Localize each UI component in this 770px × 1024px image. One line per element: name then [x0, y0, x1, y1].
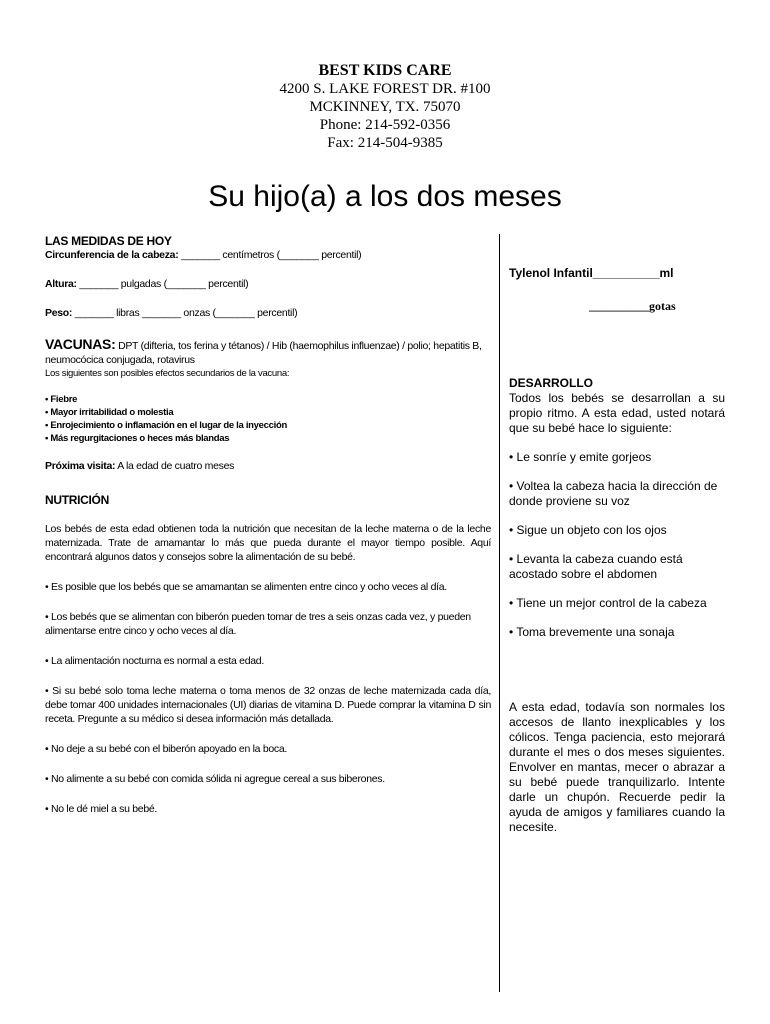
development-closing: A esta edad, todavía son normales los accesos de llanto inexplicables y los cólicos. Tenga paciencia, esto mejorará durante el mes o dos meses siguientes. Envolver en mantas, mecer o abrazar a su bebé puede tranquilizarlo. Intente darle un chupón. Recuerde pedir la ayuda de amigos y familiares cuando la necesite.: [509, 700, 725, 834]
development-heading: DESARROLLO: [509, 376, 593, 390]
tylenol-dose: Tylenol Infantil__________ml: [509, 266, 674, 280]
nutrition-heading: NUTRICIÓN: [45, 493, 109, 507]
clinic-name: BEST KIDS CARE: [318, 62, 452, 79]
clinic-phone: Phone: 214-592-0356: [319, 117, 451, 133]
weight-row: [45, 306, 491, 320]
development-item: • Levanta la cabeza cuando está acostado sobre el abdomen: [509, 552, 683, 581]
measures-heading: LAS MEDIDAS DE HOY: [45, 234, 172, 248]
vaccine-effect-item: • Mayor irritabilidad o molestia: [45, 407, 174, 418]
left-column: [45, 234, 491, 816]
next-visit-value: A la edad de cuatro meses: [115, 460, 235, 472]
height-label: Altura:: [45, 278, 77, 290]
weight-value: _______ libras _______ onzas (_______ percentil): [72, 307, 298, 319]
height-row: [45, 277, 491, 291]
nutrition-item: • La alimentación nocturna es normal a esta edad.: [45, 655, 264, 667]
vaccines-text: DPT (difteria, tos ferina y tétanos) / Hib (haemophilus influenzae) / polio; hepatitis B, neumocócica conjugada, rotavirus: [45, 340, 482, 366]
development-intro: Todos los bebés se desarrollan a su propio ritmo. A esta edad, usted notará que su bebé hace lo siguiente:: [509, 391, 725, 435]
clinic-address-line1: 4200 S. LAKE FOREST DR. #100: [279, 81, 491, 97]
clinic-fax: Fax: 214-504-9385: [327, 135, 443, 151]
development-item: • Toma brevemente una sonaja: [509, 625, 675, 639]
right-column: [509, 232, 725, 835]
page-title: Su hijo(a) a los dos meses: [208, 180, 562, 213]
nutrition-item: • Es posible que los bebés que se amamantan se alimenten entre cinco y ocho veces al día.: [45, 581, 447, 593]
nutrition-item: • Si su bebé solo toma leche materna o toma menos de 32 onzas de leche maternizada cada día, debe tomar 400 unidades internacionales (UI) diarias de vitamina D. Puede comprar la vitamina D sin receta. Pregunte a su médico si desea información más detallada.: [45, 685, 491, 725]
nutrition-intro: Los bebés de esta edad obtienen toda la nutrición que necesitan de la leche materna o de la leche maternizada. Trate de amamantar lo más que pueda durante el mayor tiempo posible. Aquí encontrará algunos datos y consejos sobre la alimentación de su bebé.: [45, 523, 491, 563]
column-divider: [499, 234, 500, 992]
nutrition-item: • Los bebés que se alimentan con biberón pueden tomar de tres a seis onzas cada vez, y pueden alimentarse entre cinco y ocho veces al día.: [45, 611, 471, 637]
nutrition-item: • No le dé miel a su bebé.: [45, 803, 158, 815]
vaccine-effect-item: • Más regurgitaciones o heces más blandas: [45, 433, 230, 444]
development-item: • Le sonríe y emite gorjeos: [509, 450, 652, 464]
vaccines-heading: VACUNAS:: [45, 336, 116, 352]
vaccine-effects-list: [45, 393, 491, 445]
development-item: • Sigue un objeto con los ojos: [509, 523, 667, 537]
vaccines-paragraph: [45, 337, 491, 367]
nutrition-item: • No deje a su bebé con el biberón apoyado en la boca.: [45, 743, 287, 755]
head-circumference-value: _______ centímetros (_______ percentil): [178, 249, 362, 261]
nutrition-item: • No alimente a su bebé con comida sólida ni agregue cereal a sus biberones.: [45, 773, 385, 785]
head-circumference-label: Circunferencia de la cabeza:: [45, 249, 179, 261]
next-visit-row: [45, 459, 491, 473]
weight-label: Peso:: [45, 307, 73, 319]
next-visit-label: Próxima visita:: [45, 460, 116, 472]
vaccine-effects-intro: Los siguientes son posibles efectos secundarios de la vacuna:: [45, 368, 290, 379]
development-item: • Voltea la cabeza hacia la dirección de donde proviene su voz: [509, 479, 718, 508]
vaccine-effect-item: • Enrojecimiento o inflamación en el lugar de la inyección: [45, 420, 287, 431]
height-value: _______ pulgadas (_______ percentil): [76, 278, 249, 290]
head-circumference-row: [45, 248, 491, 262]
tylenol-drops: __________gotas: [589, 299, 676, 313]
clinic-header: [0, 62, 770, 152]
clinic-address-line2: MCKINNEY, TX. 75070: [309, 99, 461, 115]
vaccine-effect-item: • Fiebre: [45, 394, 78, 405]
development-item: • Tiene un mejor control de la cabeza: [509, 596, 707, 610]
